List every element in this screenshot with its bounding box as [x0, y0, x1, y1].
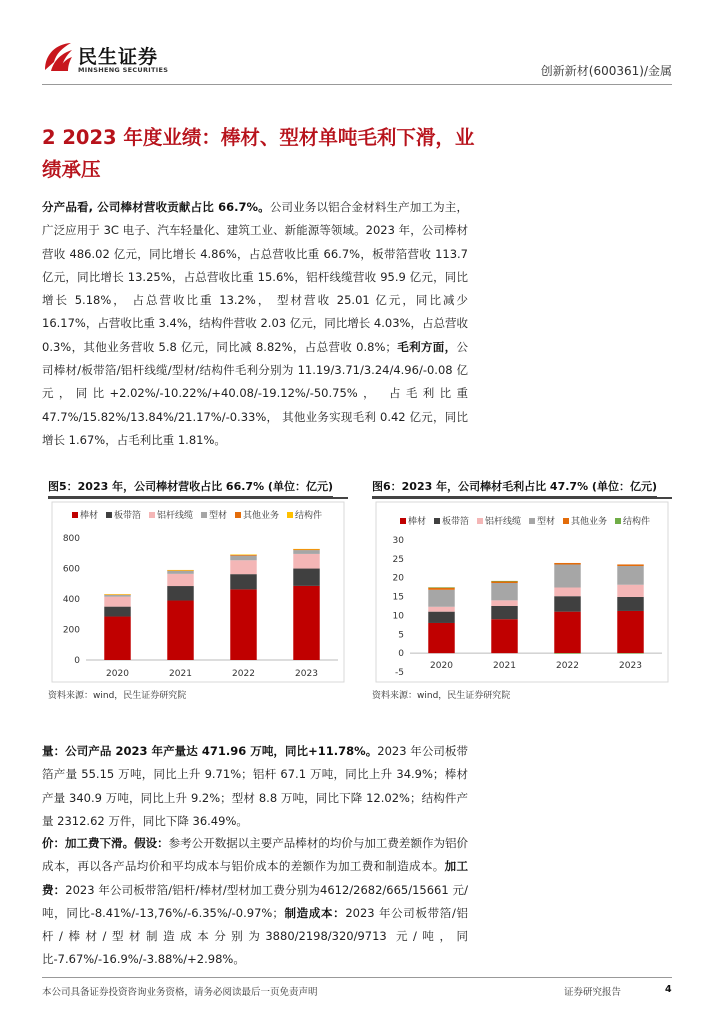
legend-label: 板带箔 — [114, 511, 142, 521]
paragraph-text: 参考公开数据以主要产品棒材的均价与加工费差额作为铝价成本，再以各产品均价和平均成本与铝价成本的差额作为加工费和制造成本。 — [42, 836, 469, 874]
legend-label: 结构件 — [623, 517, 651, 527]
legend-label: 棒材 — [80, 511, 99, 521]
bar-segment — [554, 565, 580, 588]
bar-segment — [491, 606, 517, 619]
section-title: 2 2023 年度业绩：棒材、型材单吨毛利下滑，业绩承压 — [42, 126, 475, 181]
bar-segment — [428, 588, 454, 590]
legend-swatch — [106, 512, 112, 518]
bar-segment — [491, 600, 517, 606]
y-tick-label: 0 — [398, 649, 404, 660]
bar-segment — [554, 588, 580, 597]
legend-swatch — [287, 512, 293, 518]
legend-label: 铝杆线缆 — [485, 517, 522, 527]
paragraph-lead: 加工费： — [42, 859, 468, 897]
footer-doc-type: 证券研究报告 — [564, 987, 622, 998]
legend-swatch — [563, 518, 569, 524]
figure-5-title: 图5：2023 年，公司棒材营收占比 66.7% (单位：亿元) — [48, 478, 333, 498]
bar-segment — [491, 619, 517, 653]
legend-swatch — [615, 518, 621, 524]
paragraph-text: 2023 年公司板带箔/铝杆/棒材/型材制造成本分别为3880/2198/320/9713 元/吨，同比-7.67%/-16.9%/-3.88%/+2.98%。 — [42, 905, 469, 967]
bar-segment — [554, 653, 580, 654]
legend-label: 板带箔 — [442, 517, 470, 527]
legend-swatch — [434, 518, 440, 524]
bar-segment — [230, 560, 256, 574]
x-tick-label: 2023 — [295, 669, 318, 679]
bar-segment — [230, 589, 256, 660]
bar-segment — [167, 571, 193, 574]
bar-segment — [104, 617, 130, 660]
paragraph-lead: 价：加工费下滑。假设： — [42, 836, 169, 850]
bar-segment — [293, 550, 319, 554]
x-tick-label: 2020 — [106, 669, 129, 679]
bar-segment — [167, 574, 193, 586]
bar-segment — [167, 586, 193, 600]
y-tick-label: 15 — [392, 592, 404, 603]
figure-6-chart — [372, 500, 672, 685]
bar-segment — [554, 596, 580, 611]
bar-segment — [428, 623, 454, 653]
bar-segment — [104, 595, 130, 597]
legend-swatch — [477, 518, 483, 524]
bar-segment — [104, 607, 130, 617]
bar-segment — [617, 597, 643, 611]
bar-segment — [293, 569, 319, 586]
figure-6-title: 图6：2023 年，公司棒材毛利占比 47.7% (单位：亿元) — [372, 478, 657, 498]
bar-segment — [617, 653, 643, 654]
figure-5-source: 资料来源：wind，民生证券研究院 — [48, 691, 187, 701]
bar-segment — [617, 585, 643, 597]
legend-label: 其他业务 — [243, 511, 280, 521]
legend-label: 铝杆线缆 — [157, 511, 194, 521]
bar-segment — [428, 612, 454, 623]
page-number: 4 — [665, 984, 672, 995]
bar-segment — [428, 590, 454, 607]
legend-label: 棒材 — [408, 517, 427, 527]
paragraph-price — [42, 832, 468, 972]
bar-segment — [428, 607, 454, 612]
bar-segment — [554, 563, 580, 565]
bar-segment — [167, 601, 193, 660]
paragraph-lead: 分产品看, 公司棒材营收贡献占比 66.7%。 — [42, 200, 270, 214]
paragraph-text: 2023 年公司板带箔/铝杆/棒材/型材加工费分别为4612/2682/665/15661 元/吨，同比-8.41%/-13,76%/-6.35%/-0.97%； — [42, 882, 469, 920]
y-tick-label: 0 — [74, 656, 80, 666]
bar-segment — [554, 612, 580, 653]
legend-label: 结构件 — [295, 511, 323, 521]
bar-segment — [293, 554, 319, 569]
legend-swatch — [400, 518, 406, 524]
y-tick-label: 20 — [392, 573, 404, 584]
figure-6-source: 资料来源：wind，民生证券研究院 — [372, 691, 511, 701]
y-tick-label: 10 — [392, 611, 404, 622]
y-tick-label: -5 — [395, 668, 404, 678]
legend-swatch — [529, 518, 535, 524]
x-tick-label: 2022 — [232, 669, 255, 679]
footer-divider — [42, 977, 672, 978]
legend-swatch — [201, 512, 207, 518]
x-tick-label: 2020 — [430, 661, 453, 671]
legend-label: 型材 — [209, 511, 228, 521]
x-tick-label: 2021 — [169, 669, 192, 679]
legend-swatch — [149, 512, 155, 518]
figure-5-rule — [48, 497, 348, 499]
figure-5-chart — [48, 500, 348, 685]
legend-label: 型材 — [537, 517, 556, 527]
x-tick-label: 2023 — [619, 661, 642, 671]
y-tick-label: 30 — [392, 536, 404, 546]
bar-segment — [491, 583, 517, 600]
y-tick-label: 5 — [398, 630, 404, 641]
brand-name-en: MINSHENG SECURITIES — [78, 66, 169, 74]
paragraph-volume — [42, 740, 468, 833]
paragraph-lead: 量：公司产品 2023 年产量达 471.96 万吨，同比+11.78%。 — [42, 744, 378, 758]
brand-logo-icon — [42, 40, 74, 74]
y-tick-label: 600 — [62, 564, 80, 575]
footer-disclaimer: 本公司具备证券投资咨询业务资格，请务必阅读最后一页免责声明 — [42, 987, 318, 998]
header-divider — [42, 84, 672, 85]
bar-segment — [491, 581, 517, 582]
report-reference: 创新新材(600361)/金属 — [540, 64, 672, 78]
bar-segment — [104, 597, 130, 607]
y-tick-label: 25 — [392, 554, 404, 565]
brand-name-cn: 民生证券 — [78, 46, 159, 68]
y-tick-label: 800 — [62, 534, 80, 544]
brand-logo — [42, 40, 182, 76]
bar-segment — [167, 570, 193, 571]
y-tick-label: 200 — [62, 625, 80, 636]
paragraph-text: 公司棒材/板带箔/铝杆线缆/型材/结构件毛利分别为 11.19/3.71/3.24/4.96/-0.08 亿元，同比+2.02%/-10.22%/+40.08/-19.12%/-50.75%， 占毛利比重 47.7%/15.82%/13.84%/21.17%/-0.33%， 其他业务实现毛利 0.42 亿元，同比增长 1.67%，占毛利比重 1.81%。 — [42, 339, 468, 447]
bar-segment — [230, 574, 256, 589]
figure-6-rule — [372, 497, 672, 499]
paragraph-product-revenue — [42, 196, 468, 452]
legend-swatch — [72, 512, 78, 518]
bar-segment — [293, 586, 319, 660]
x-tick-label: 2022 — [556, 661, 579, 671]
legend-label: 其他业务 — [571, 517, 608, 527]
bar-segment — [230, 554, 256, 555]
bar-segment — [428, 587, 454, 588]
x-tick-label: 2021 — [493, 661, 516, 671]
bar-segment — [293, 549, 319, 550]
paragraph-text: 公司业务以铝合金材料生产加工为主，广泛应用于 3C 电子、汽车轻量化、建筑工业、新能源等领域。2023 年，公司棒材营收 486.02 亿元，同比增长 4.86%，占总营收比重 66.7%，板带箔营收 113.7 亿元，同比增长 13.25%，占总营收比重 15.6%，铝杆线缆营收 95.9 亿元，同比增长 5.18%， 占总营收比重 13.2%， 型材营收 25.01 亿元，同比减少 16.17%，占营收比重 3.4%，结构件营收 2.03 亿元，同比增长 4.03%，占总营收 0.3%，其他业务营收 5.8 亿元，同比减 8.82%，占总营收 0.8%； — [42, 200, 469, 354]
bar-segment — [617, 566, 643, 585]
paragraph-lead: 毛利方面， — [396, 339, 457, 354]
bar-segment — [230, 556, 256, 561]
bar-segment — [617, 611, 643, 653]
bar-segment — [617, 564, 643, 566]
bar-segment — [104, 594, 130, 595]
paragraph-text: 2023 年公司板带箔产量 55.15 万吨，同比上升 9.71%；铝杆 67.1 万吨，同比上升 34.9%；棒材产量 340.9 万吨，同比上升 9.2%；型材 8.8 万吨，同比下降 12.02%；结构件产量 2312.62 万件，同比下降 36.49%。 — [42, 744, 469, 828]
y-tick-label: 400 — [62, 595, 80, 605]
paragraph-lead: 制造成本： — [283, 905, 346, 920]
legend-swatch — [235, 512, 241, 518]
